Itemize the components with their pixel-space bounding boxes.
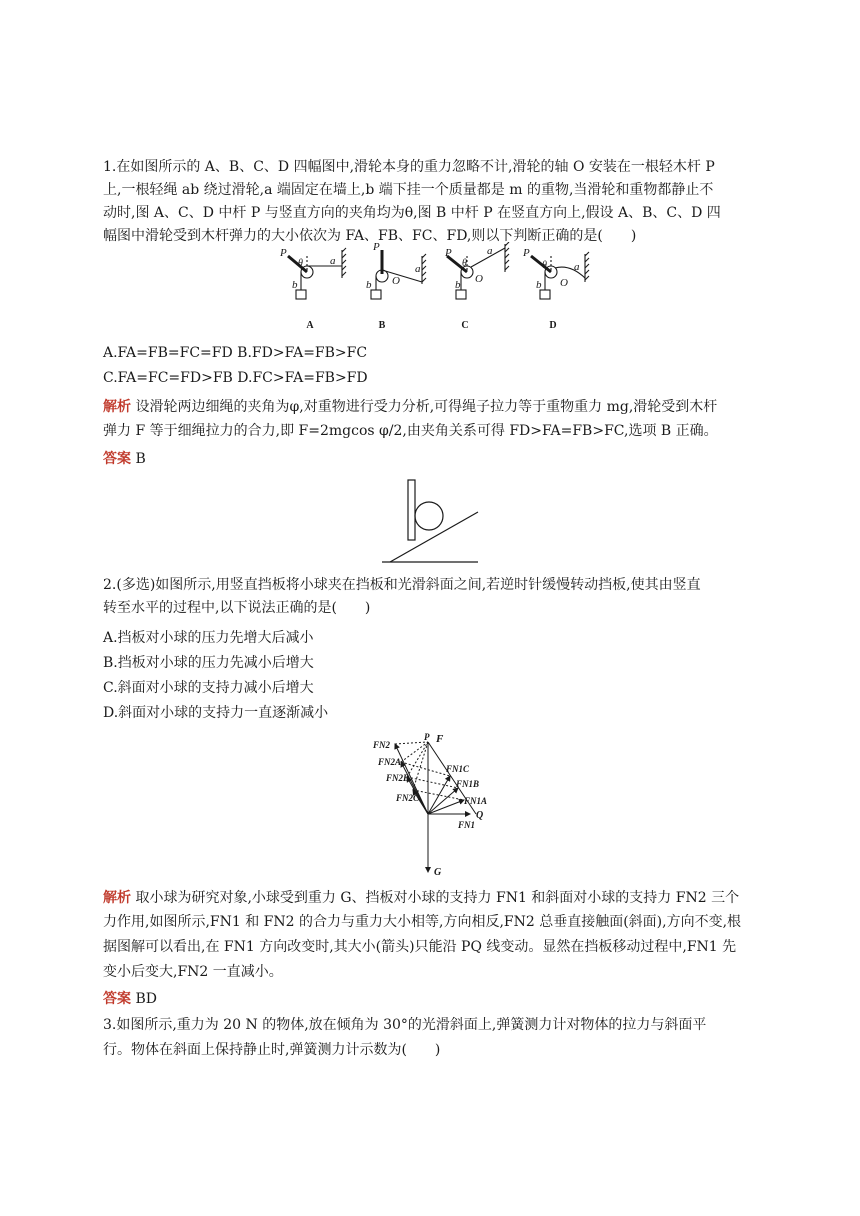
panel-d-label-theta: θ xyxy=(542,260,547,271)
panel-b-label-p: P xyxy=(373,242,380,253)
panel-c-label-theta: θ xyxy=(462,258,467,269)
label-fn1c: FN1C xyxy=(446,764,470,774)
panel-d-label-o: O xyxy=(560,277,568,289)
q3-line-2: 行。物体在斜面上保持静止时,弹簧测力计示数为( ) xyxy=(103,1042,441,1058)
panel-c-label-o: O xyxy=(475,273,483,285)
q2-option-c: C.斜面对小球的支持力减小后增大 xyxy=(103,680,314,696)
panel-c-label-a: a xyxy=(487,245,493,257)
label-g: G xyxy=(434,867,442,878)
q1-analysis-label: 解析 xyxy=(103,399,131,415)
label-fn2b: FN2B xyxy=(386,773,410,783)
panel-a-caption: A xyxy=(306,320,314,331)
q2-analysis-line-4: 变小后变大,FN2 一直减小。 xyxy=(103,964,283,980)
q2-line-1: 2.(多选)如图所示,用竖直挡板将小球夹在挡板和光滑斜面之间,若逆时针缓慢转动挡板,使其由竖直 xyxy=(103,577,701,593)
q1-line-1: 1.在如图所示的 A、B、C、D 四幅图中,滑轮本身的重力忽略不计,滑轮的轴 O 安装在一根轻木杆 P xyxy=(103,159,715,175)
q1-pulley-figure xyxy=(270,242,600,334)
label-f: F xyxy=(436,733,444,745)
label-fn1b: FN1B xyxy=(456,779,480,789)
q1-analysis-line-2: 弹力 F 等于细绳拉力的合力,即 F=2mgcos φ/2,由夹角关系可得 FD>FA=FB>FC,选项 B 正确。 xyxy=(103,423,718,439)
panel-b-caption: B xyxy=(378,320,386,331)
label-fn2c: FN2C xyxy=(396,793,420,803)
q2-option-a: A.挡板对小球的压力先增大后减小 xyxy=(103,630,314,646)
q1-options-row-2: C.FA=FC=FD>FB D.FC>FA=FB>FD xyxy=(103,370,368,386)
panel-a-diagram xyxy=(288,248,346,299)
panel-d-label-p: P xyxy=(523,247,530,259)
panel-d-caption: D xyxy=(549,320,557,331)
q2-ball-slope-figure xyxy=(380,478,480,566)
q2-line-2: 转至水平的过程中,以下说法正确的是( ) xyxy=(103,600,371,616)
panel-d-diagram xyxy=(531,252,589,299)
q1-answer-label: 答案 xyxy=(103,451,131,467)
label-fn2a: FN2A xyxy=(378,757,402,767)
panel-d-label-b: b xyxy=(536,279,542,291)
q1-answer: B xyxy=(135,451,146,467)
q1-line-2: 上,一根轻绳 ab 绕过滑轮,a 端固定在墙上,b 端下挂一个质量都是 m 的重物,当滑轮和重物都静止不 xyxy=(103,182,714,198)
panel-a-label-b: b xyxy=(292,279,298,291)
panel-c-caption: C xyxy=(461,320,469,331)
panel-c-label-p: P xyxy=(445,247,452,259)
label-p: P xyxy=(424,732,430,742)
label-fn1a: FN1A xyxy=(464,796,488,806)
q2-analysis-line-1: 取小球为研究对象,小球受到重力 G、挡板对小球的支持力 FN1 和斜面对小球的支持力 FN2 三个 xyxy=(135,890,740,906)
label-q: Q xyxy=(476,810,484,821)
panel-b-label-b: b xyxy=(366,279,372,291)
q2-option-d: D.斜面对小球的支持力一直逐渐减小 xyxy=(103,705,329,721)
label-fn2: FN2 xyxy=(373,740,391,750)
q1-options-row-1: A.FA=FB=FC=FD B.FD>FA=FB>FC xyxy=(103,345,368,361)
panel-a-label-p: P xyxy=(280,247,287,259)
q2-option-b: B.挡板对小球的压力先减小后增大 xyxy=(103,655,314,671)
q2-answer: BD xyxy=(135,991,157,1007)
q1-line-3: 动时,图 A、C、D 中杆 P 与竖直方向的夹角均为θ,图 B 中杆 P 在竖直方向上,假设 A、B、C、D 四 xyxy=(103,205,721,221)
q2-force-diagram xyxy=(370,732,500,878)
q2-analysis-label: 解析 xyxy=(103,890,131,906)
q2-analysis-line-2: 力作用,如图所示,FN1 和 FN2 的合力与重力大小相等,方向相反,FN2 总垂直接触面(斜面),方向不变,根 xyxy=(103,914,742,930)
q3-line-1: 3.如图所示,重力为 20 N 的物体,放在倾角为 30°的光滑斜面上,弹簧测力计对物体的拉力与斜面平 xyxy=(103,1017,707,1033)
label-fn1: FN1 xyxy=(458,820,476,830)
q1-analysis-line-1: 设滑轮两边细绳的夹角为φ,对重物进行受力分析,可得绳子拉力等于重物重力 mg,滑轮受到木杆 xyxy=(135,399,718,415)
panel-b-label-a: a xyxy=(415,263,421,275)
q2-answer-label: 答案 xyxy=(103,991,131,1007)
panel-a-label-theta: θ xyxy=(298,258,303,269)
panel-d-label-a: a xyxy=(574,261,580,273)
panel-b-label-o: O xyxy=(392,275,400,287)
panel-c-label-b: b xyxy=(455,279,461,291)
panel-a-label-a: a xyxy=(330,255,336,267)
q1-line-4: 幅图中滑轮受到木杆弹力的大小依次为 FA、FB、FC、FD,则以下判断正确的是( ) xyxy=(103,228,637,244)
q2-analysis-line-3: 据图解可以看出,在 FN1 方向改变时,其大小(箭头)只能沿 PQ 线变动。显然在挡板移动过程中,FN1 先 xyxy=(103,939,737,955)
